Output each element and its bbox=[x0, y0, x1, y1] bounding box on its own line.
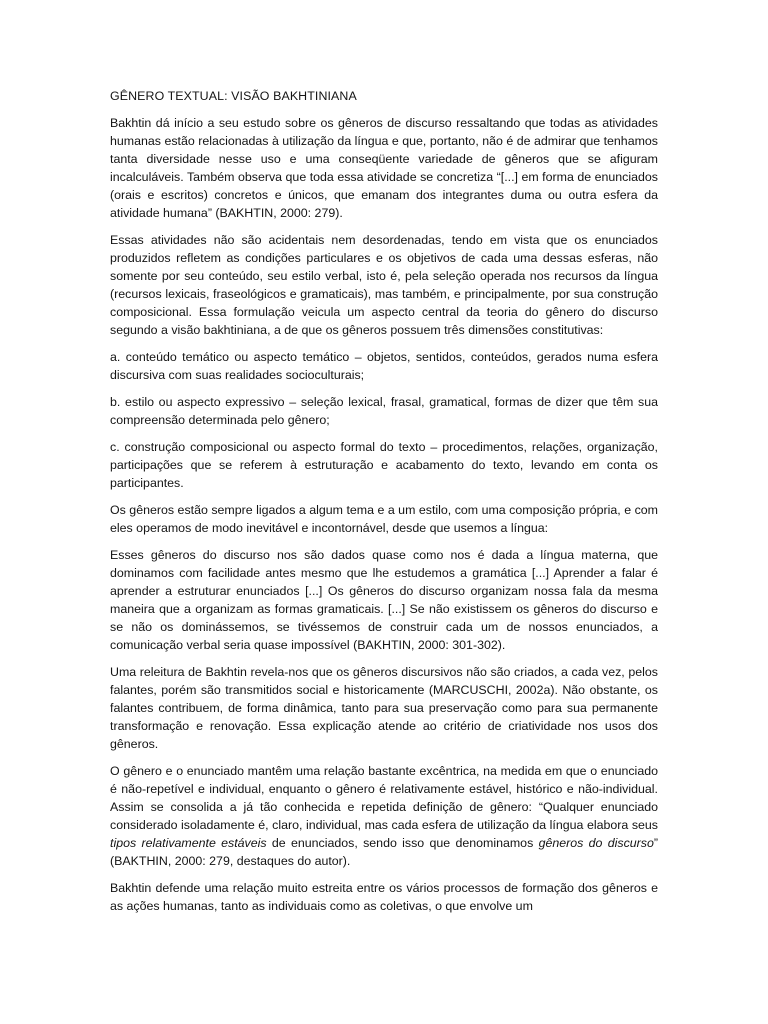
emphasis-discourse-genres: gêneros do discurso bbox=[538, 836, 654, 850]
document-body bbox=[110, 87, 658, 924]
paragraph-rereading: Uma releitura de Bakhtin revela-nos que os gêneros discursivos não são criados, a cada vez, pelos falantes, porém são transmitidos social e historicamente (MARCUSCHI, 2002a). Não obstante, os falantes contribuem, de forma dinâmica, tanto para sua preservação como para sua permanente transformação e renovação. Essa explicação atende ao critério de criatividade nos usos dos gêneros. bbox=[110, 665, 658, 751]
paragraph-text-segment: O gênero e o enunciado mantêm uma relação bastante excêntrica, na medida em que o enunciado é não-repetível e individual, enquanto o gênero é relativamente estável, histórico e não-individual. Assim se consolida a já tão conhecida e repetida definição de gênero: “Qualquer enunciado considerado isoladamente é, claro, individual, mas cada esfera de utilização da língua elabora seus bbox=[110, 764, 658, 832]
paragraph-intro: Bakhtin dá início a seu estudo sobre os gêneros de discurso ressaltando que todas as atividades humanas estão relacionadas à utilização da língua e que, portanto, não é de admirar que tenhamos tanta diversidade nesse uso e uma conseqüente variedade de gêneros que se afiguram incalculáveis. Também observa que toda essa atividade se concretiza “[...] em forma de enunciados (orais e escritos) concretos e únicos, que emanam dos integrantes duma ou outra esfera da atividade humana” (BAKHTIN, 2000: 279). bbox=[110, 116, 658, 220]
list-item-style: b. estilo ou aspecto expressivo – seleção lexical, frasal, gramatical, formas de dizer que têm sua compreensão determinada pelo gênero; bbox=[110, 395, 658, 427]
document-title: GÊNERO TEXTUAL: VISÃO BAKHTINIANA bbox=[110, 89, 357, 103]
list-item-compositional-construction: c. construção composicional ou aspecto formal do texto – procedimentos, relações, organização, participações que se referem à estruturação e acabamento do texto, levando em conta os participantes. bbox=[110, 440, 658, 490]
emphasis-stable-types: tipos relativamente estáveis bbox=[110, 836, 267, 850]
paragraph-genres-theme: Os gêneros estão sempre ligados a algum tema e a um estilo, com uma composição própria, e com eles operamos de modo inevitável e incontornável, desde que usemos a língua: bbox=[110, 503, 658, 535]
block-quote-bakhtin: Esses gêneros do discurso nos são dados quase como nos é dada a língua materna, que dominamos com facilidade antes mesmo que lhe estudemos a gramática [...] Aprender a falar é aprender a estruturar enunciados [...] Os gêneros do discurso organizam nossa fala da mesma maneira que a organizam as formas gramaticais. [...] Se não existissem os gêneros do discurso e se não os dominássemos, se tivéssemos de construir cada um de nossos enunciados, a comunicação verbal seria quase impossível (BAKHTIN, 2000: 301-302). bbox=[110, 548, 658, 652]
paragraph-text-segment: ” (BAKTHIN, 2000: 279, destaques do autor). bbox=[110, 836, 659, 868]
paragraph-activities: Essas atividades não são acidentais nem desordenadas, tendo em vista que os enunciados produzidos refletem as condições particulares e os objetivos de cada uma dessas esferas, não somente por seu conteúdo, seu estilo verbal, isto é, pela seleção operada nos recursos da língua (recursos lexicais, fraseológicos e gramaticais), mas também, e principalmente, por sua construção composicional. Essa formulação veicula um aspecto central da teoria do gênero do discurso segundo a visão bakhtiniana, a de que os gêneros possuem três dimensões constitutivas: bbox=[110, 233, 658, 337]
paragraph-text-segment: de enunciados, sendo isso que denominamos bbox=[266, 836, 539, 850]
paragraph-human-actions: Bakhtin defende uma relação muito estreita entre os vários processos de formação dos gêneros e as ações humanas, tanto as individuais como as coletivas, o que envolve um bbox=[110, 881, 658, 913]
list-item-thematic-content: a. conteúdo temático ou aspecto temático – objetos, sentidos, conteúdos, gerados numa esfera discursiva com suas realidades socioculturais; bbox=[110, 350, 658, 382]
paragraph-genre-utterance bbox=[110, 762, 658, 870]
